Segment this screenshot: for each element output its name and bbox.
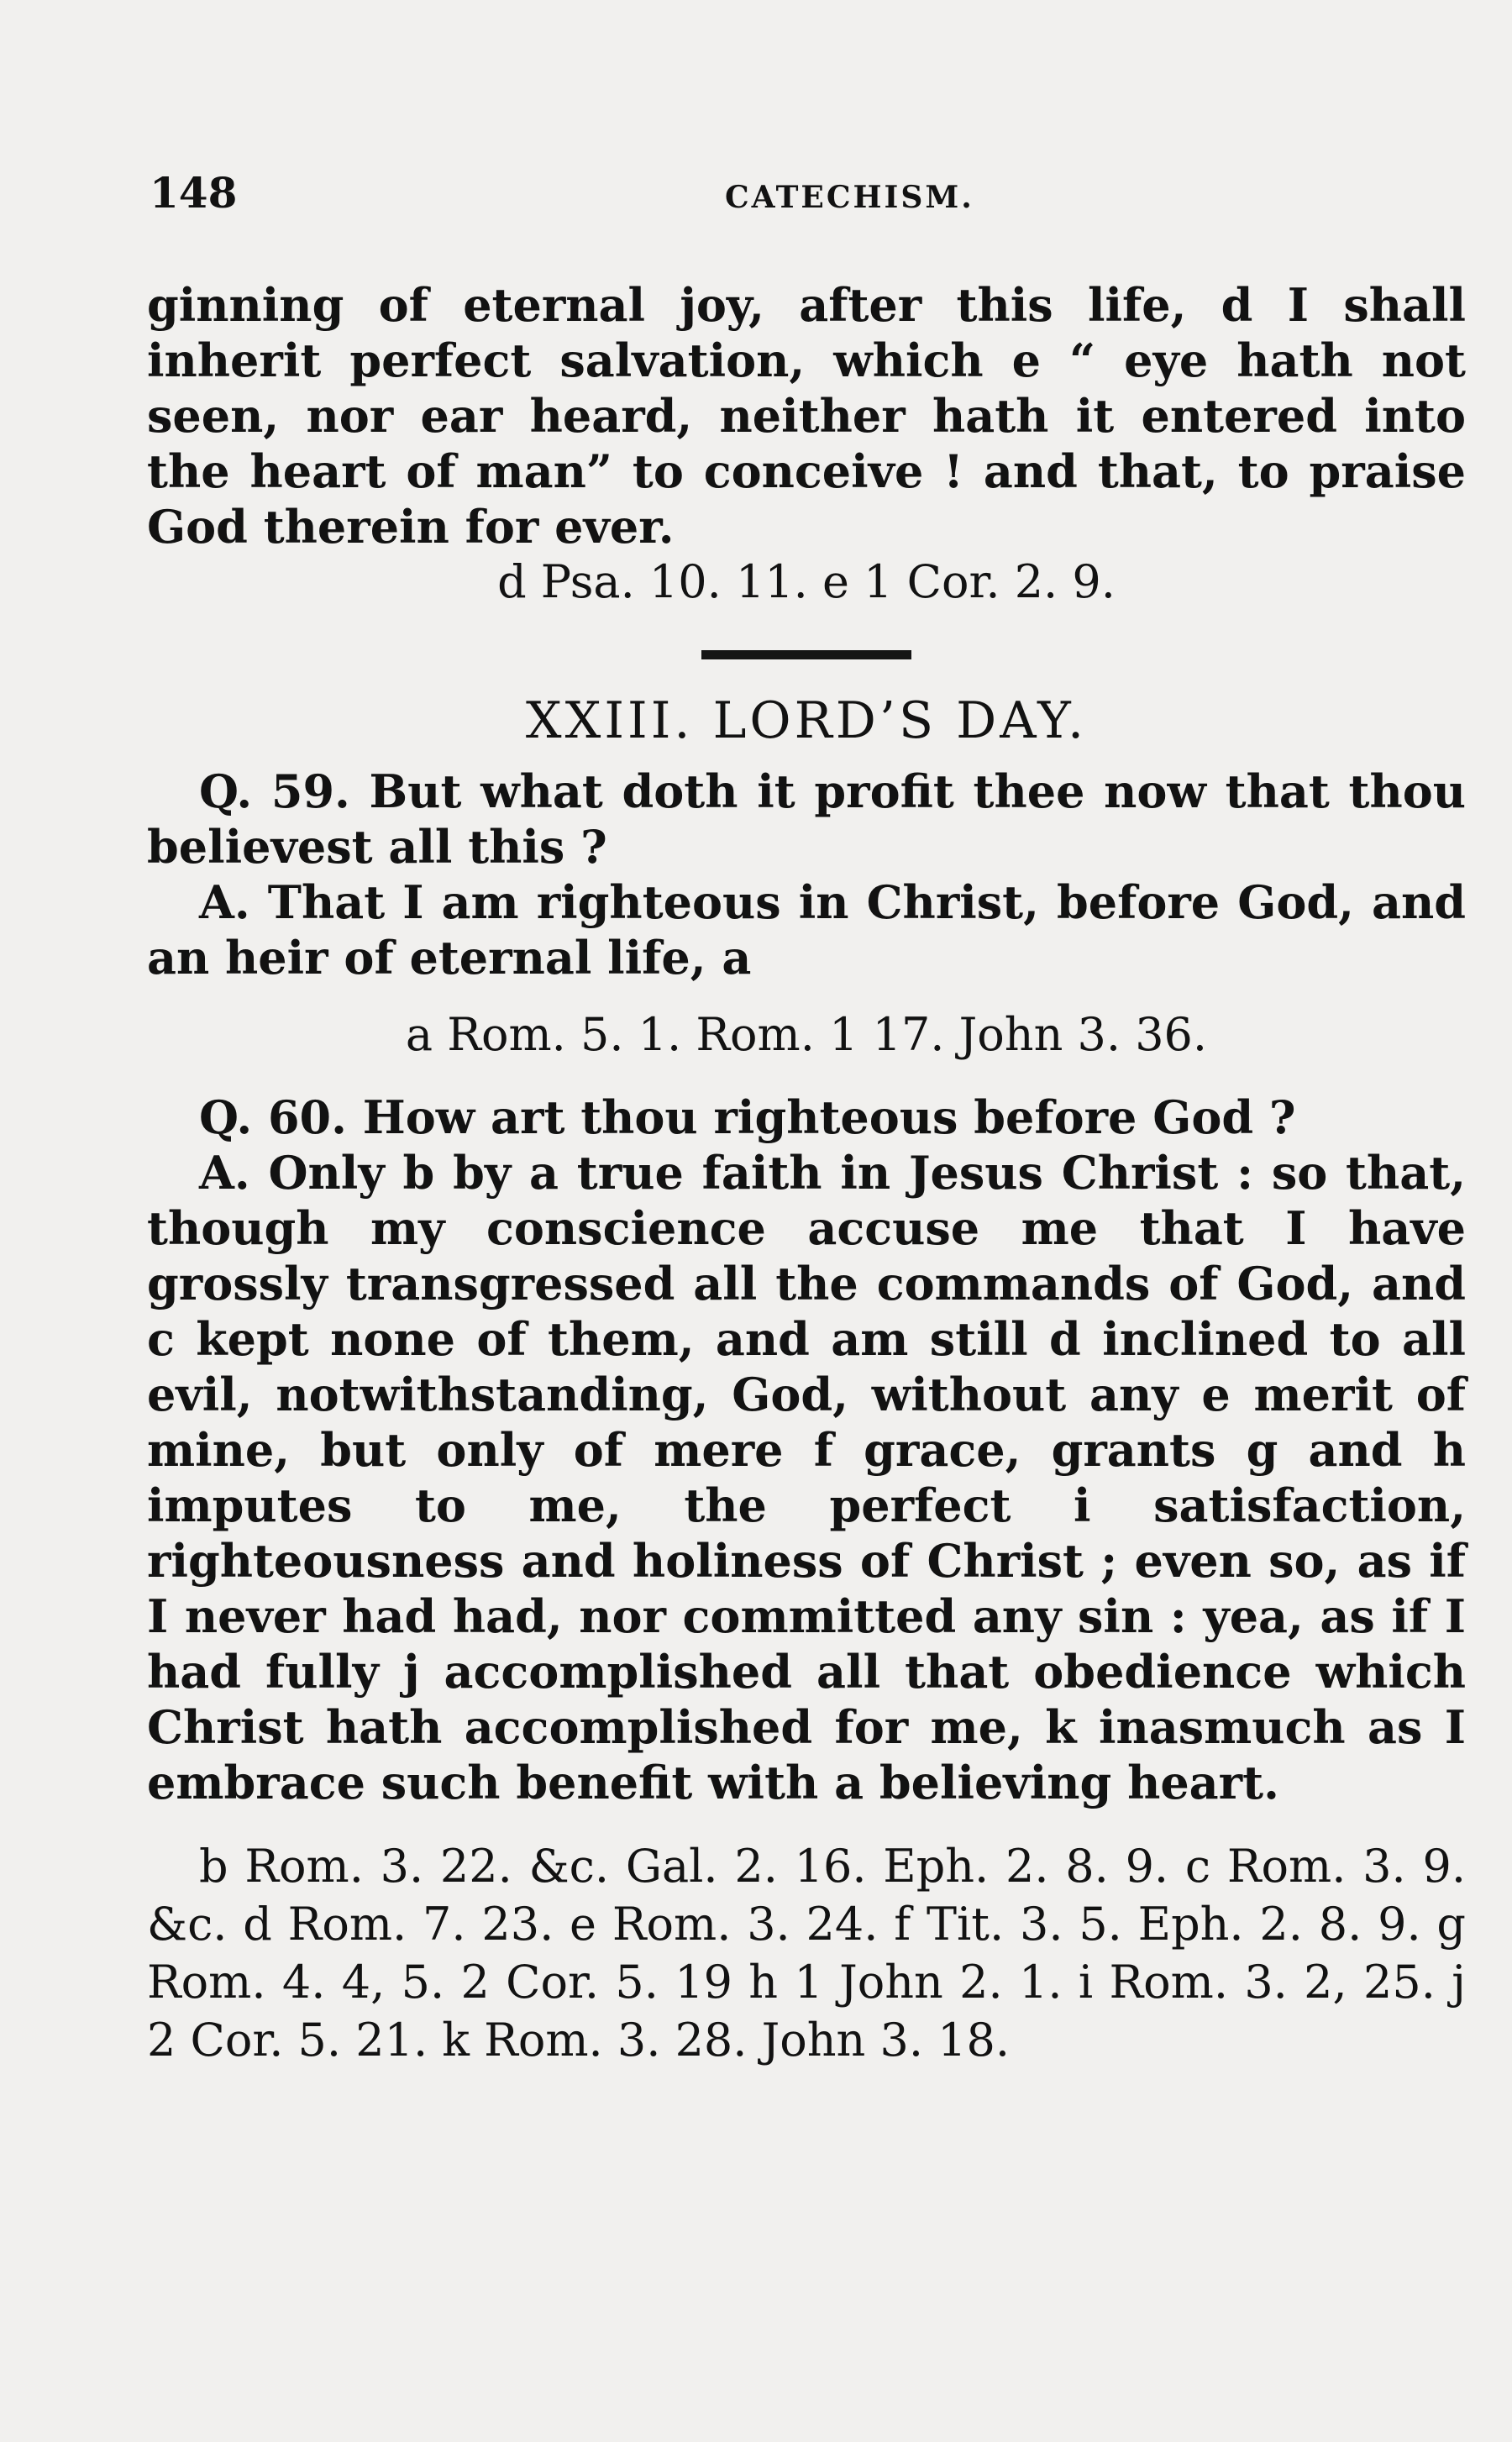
spacer	[147, 1063, 1466, 1090]
answer-60: A. Only b by a true faith in Jesus Christ : so that, though my conscience accuse me that I have grossly transgressed all the commands of God, and c kept none of them, and am still d inclined to all evil, notwithstanding, God, without any e merit of mine, but only of mere f grace, grants g and h imputes to me, the perfect i satisfaction, righteousness and holiness of Christ ; even so, as if I never had had, nor committed any sin : yea, as if I had fully j accomplished all that obedience which Christ hath accomplished for me, k inasmuch as I embrace such benefit with a believing heart.	[147, 1146, 1466, 1809]
running-head: CATECHISM.	[725, 180, 974, 215]
question-60: Q. 60. How art thou righteous before God ?	[199, 1090, 1296, 1144]
spacer	[147, 985, 1466, 1007]
section-divider	[701, 650, 911, 659]
continuation-references: d Psa. 10. 11. e 1 Cor. 2. 9.	[497, 555, 1116, 608]
answer-59: A. That I am righteous in Christ, before God, and an heir of eternal life, a	[147, 875, 1466, 985]
spacer	[147, 1810, 1466, 1837]
answer-59-references: a Rom. 5. 1. Rom. 1 17. John 3. 36.	[405, 1008, 1208, 1061]
page-header	[150, 168, 1468, 227]
answer-60-references: b Rom. 3. 22. &c. Gal. 2. 16. Eph. 2. 8. 9. c Rom. 3. 9. &c. d Rom. 7. 23. e Rom. 3. 24. f Tit. 3. 5. Eph. 2. 8. 9. g Rom. 4. 4, 5. 2 Cor. 5. 19 h 1 John 2. 1. i Rom. 3. 2, 25. j 2 Cor. 5. 21. k Rom. 3. 28. John 3. 18.	[147, 1840, 1466, 2067]
section-title: XXIII. LORD’S DAY.	[525, 691, 1088, 750]
page-body	[147, 277, 1466, 2069]
question-59: Q. 59. But what doth it profit thee now that thou believest all this ?	[147, 764, 1466, 874]
continuation-paragraph: ginning of eternal joy, after this life, d I shall inherit perfect salvation, which e “ eye hath not seen, nor ear heard, neither hath it entered into the heart of man” to conceive ! and that, to praise God therein for ever.	[147, 278, 1466, 554]
page-number: 148	[150, 168, 238, 218]
